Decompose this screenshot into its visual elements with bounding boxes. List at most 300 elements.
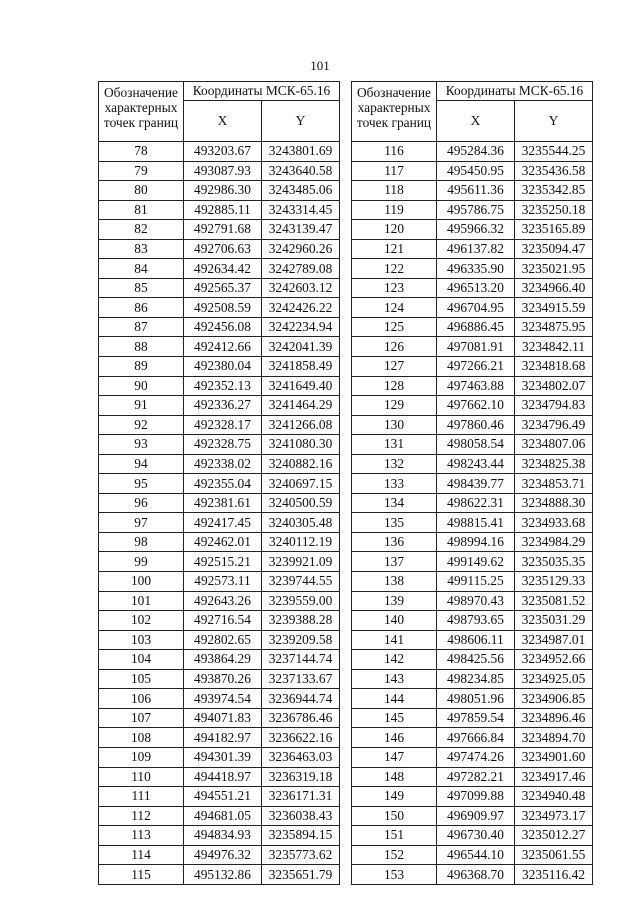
point-id-cell: 122 (352, 259, 437, 279)
table-row (99, 689, 340, 709)
x-coordinate-cell: 497081.91 (437, 337, 515, 357)
table-row (99, 415, 340, 435)
y-coordinate-cell: 3240500.59 (262, 493, 340, 513)
table-row (99, 865, 340, 885)
table-row (99, 357, 340, 377)
table-row (352, 493, 593, 513)
x-coordinate-cell: 492336.27 (184, 396, 262, 416)
x-coordinate-cell: 492791.68 (184, 220, 262, 240)
x-coordinate-cell: 496704.95 (437, 298, 515, 318)
table-row (352, 415, 593, 435)
coordinates-table-left (98, 81, 340, 885)
point-id-cell: 98 (99, 532, 184, 552)
point-id-cell: 100 (99, 572, 184, 592)
table-row (99, 845, 340, 865)
x-coordinate-cell: 492986.30 (184, 181, 262, 201)
x-coordinate-cell: 493870.26 (184, 669, 262, 689)
point-id-cell: 132 (352, 454, 437, 474)
x-coordinate-cell: 496335.90 (437, 259, 515, 279)
x-column-header: X (437, 101, 515, 142)
x-coordinate-cell: 494681.05 (184, 806, 262, 826)
table-row (352, 454, 593, 474)
point-id-cell: 118 (352, 181, 437, 201)
point-id-cell: 129 (352, 396, 437, 416)
y-coordinate-cell: 3237144.74 (262, 650, 340, 670)
table-row (352, 278, 593, 298)
y-coordinate-cell: 3236944.74 (262, 689, 340, 709)
point-id-cell: 92 (99, 415, 184, 435)
y-coordinate-cell: 3235129.33 (515, 572, 593, 592)
point-id-cell: 101 (99, 591, 184, 611)
y-coordinate-cell: 3234917.46 (515, 767, 593, 787)
x-coordinate-cell: 492462.01 (184, 532, 262, 552)
point-id-cell: 83 (99, 239, 184, 259)
table-row (99, 767, 340, 787)
x-coordinate-cell: 492515.21 (184, 552, 262, 572)
point-id-cell: 137 (352, 552, 437, 572)
x-coordinate-cell: 495786.75 (437, 200, 515, 220)
x-coordinate-cell: 497099.88 (437, 787, 515, 807)
table-row (352, 630, 593, 650)
y-coordinate-cell: 3234842.11 (515, 337, 593, 357)
point-id-cell: 113 (99, 826, 184, 846)
point-id-cell: 82 (99, 220, 184, 240)
y-coordinate-cell: 3243314.45 (262, 200, 340, 220)
table-row (352, 572, 593, 592)
table-row (352, 689, 593, 709)
x-coordinate-cell: 494418.97 (184, 767, 262, 787)
point-id-cell: 153 (352, 865, 437, 885)
y-coordinate-cell: 3235012.27 (515, 826, 593, 846)
y-coordinate-cell: 3234807.06 (515, 435, 593, 455)
point-id-cell: 130 (352, 415, 437, 435)
x-coordinate-cell: 496513.20 (437, 278, 515, 298)
x-coordinate-cell: 496368.70 (437, 865, 515, 885)
table-row (99, 181, 340, 201)
table-row (99, 317, 340, 337)
point-id-cell: 112 (99, 806, 184, 826)
x-coordinate-cell: 499115.25 (437, 572, 515, 592)
table-row (352, 513, 593, 533)
point-id-cell: 86 (99, 298, 184, 318)
x-coordinate-cell: 496544.10 (437, 845, 515, 865)
x-coordinate-cell: 495966.32 (437, 220, 515, 240)
table-row (352, 767, 593, 787)
y-coordinate-cell: 3243485.06 (262, 181, 340, 201)
table-row (352, 200, 593, 220)
x-coordinate-cell: 495611.36 (437, 181, 515, 201)
point-id-cell: 128 (352, 376, 437, 396)
y-coordinate-cell: 3234984.29 (515, 532, 593, 552)
point-id-cell: 116 (352, 142, 437, 162)
y-coordinate-cell: 3235651.79 (262, 865, 340, 885)
table-row (352, 865, 593, 885)
table-row (99, 142, 340, 162)
point-id-cell: 148 (352, 767, 437, 787)
y-coordinate-cell: 3235031.29 (515, 611, 593, 631)
point-id-cell: 146 (352, 728, 437, 748)
y-coordinate-cell: 3239921.09 (262, 552, 340, 572)
point-id-cell: 99 (99, 552, 184, 572)
table-row (352, 435, 593, 455)
y-coordinate-cell: 3235061.55 (515, 845, 593, 865)
point-id-cell: 126 (352, 337, 437, 357)
table-row (352, 650, 593, 670)
table-row (99, 161, 340, 181)
point-id-cell: 131 (352, 435, 437, 455)
point-id-cell: 108 (99, 728, 184, 748)
table-row (99, 630, 340, 650)
y-coordinate-cell: 3241464.29 (262, 396, 340, 416)
y-coordinate-cell: 3239209.58 (262, 630, 340, 650)
point-id-cell: 150 (352, 806, 437, 826)
x-coordinate-cell: 498058.54 (437, 435, 515, 455)
point-id-cell: 143 (352, 669, 437, 689)
point-id-cell: 78 (99, 142, 184, 162)
y-coordinate-cell: 3243139.47 (262, 220, 340, 240)
point-id-cell: 151 (352, 826, 437, 846)
x-coordinate-cell: 498970.43 (437, 591, 515, 611)
table-row (352, 220, 593, 240)
y-coordinate-cell: 3235342.85 (515, 181, 593, 201)
table-row (99, 572, 340, 592)
point-id-cell: 127 (352, 357, 437, 377)
table-row (352, 298, 593, 318)
x-coordinate-cell: 495450.95 (437, 161, 515, 181)
y-coordinate-cell: 3236786.46 (262, 708, 340, 728)
x-coordinate-cell: 492338.02 (184, 454, 262, 474)
y-coordinate-cell: 3240697.15 (262, 474, 340, 494)
point-id-cell: 96 (99, 493, 184, 513)
y-coordinate-cell: 3240305.48 (262, 513, 340, 533)
y-coordinate-cell: 3235544.25 (515, 142, 593, 162)
x-coordinate-cell: 492573.11 (184, 572, 262, 592)
y-coordinate-cell: 3235035.35 (515, 552, 593, 572)
coord-system-header: Координаты МСК-65.16 (184, 82, 340, 101)
point-id-cell: 85 (99, 278, 184, 298)
point-id-cell: 87 (99, 317, 184, 337)
table-row (352, 787, 593, 807)
y-coordinate-cell: 3235894.15 (262, 826, 340, 846)
x-coordinate-cell: 498815.41 (437, 513, 515, 533)
x-coordinate-cell: 497474.26 (437, 747, 515, 767)
table-row (99, 278, 340, 298)
y-coordinate-cell: 3234825.38 (515, 454, 593, 474)
x-coordinate-cell: 492355.04 (184, 474, 262, 494)
y-coordinate-cell: 3239559.00 (262, 591, 340, 611)
table-row (99, 337, 340, 357)
table-row (352, 181, 593, 201)
x-coordinate-cell: 494182.97 (184, 728, 262, 748)
table-row (352, 317, 593, 337)
y-column-header: Y (515, 101, 593, 142)
table-row (99, 435, 340, 455)
table-row (99, 493, 340, 513)
y-coordinate-cell: 3236463.03 (262, 747, 340, 767)
table-row (99, 259, 340, 279)
point-id-cell: 142 (352, 650, 437, 670)
table-row (99, 611, 340, 631)
y-coordinate-cell: 3234888.30 (515, 493, 593, 513)
x-coordinate-cell: 492456.08 (184, 317, 262, 337)
point-id-cell: 95 (99, 474, 184, 494)
point-id-cell: 88 (99, 337, 184, 357)
point-id-cell: 81 (99, 200, 184, 220)
y-coordinate-cell: 3235081.52 (515, 591, 593, 611)
x-coordinate-cell: 492885.11 (184, 200, 262, 220)
point-label-header: Обозначение характерных точек границ (99, 82, 184, 142)
table-row (352, 532, 593, 552)
y-coordinate-cell: 3234940.48 (515, 787, 593, 807)
x-coordinate-cell: 492508.59 (184, 298, 262, 318)
point-id-cell: 144 (352, 689, 437, 709)
x-coordinate-cell: 495284.36 (437, 142, 515, 162)
y-coordinate-cell: 3234901.60 (515, 747, 593, 767)
table-row (352, 728, 593, 748)
point-id-cell: 139 (352, 591, 437, 611)
coord-system-header: Координаты МСК-65.16 (437, 82, 593, 101)
table-row (352, 161, 593, 181)
y-coordinate-cell: 3240112.19 (262, 532, 340, 552)
x-coordinate-cell: 494551.21 (184, 787, 262, 807)
table-row (99, 239, 340, 259)
x-coordinate-cell: 496730.40 (437, 826, 515, 846)
x-coordinate-cell: 497859.54 (437, 708, 515, 728)
x-coordinate-cell: 493087.93 (184, 161, 262, 181)
y-coordinate-cell: 3240882.16 (262, 454, 340, 474)
x-coordinate-cell: 498051.96 (437, 689, 515, 709)
y-coordinate-cell: 3234794.83 (515, 396, 593, 416)
table-row (99, 532, 340, 552)
x-coordinate-cell: 496909.97 (437, 806, 515, 826)
table-row (99, 513, 340, 533)
point-id-cell: 117 (352, 161, 437, 181)
point-id-cell: 79 (99, 161, 184, 181)
table-body (352, 142, 593, 885)
table-row (99, 669, 340, 689)
y-coordinate-cell: 3234875.95 (515, 317, 593, 337)
table-row (99, 747, 340, 767)
x-coordinate-cell: 498994.16 (437, 532, 515, 552)
y-coordinate-cell: 3235773.62 (262, 845, 340, 865)
y-coordinate-cell: 3234966.40 (515, 278, 593, 298)
point-id-cell: 105 (99, 669, 184, 689)
y-coordinate-cell: 3241266.08 (262, 415, 340, 435)
y-coordinate-cell: 3241649.40 (262, 376, 340, 396)
point-id-cell: 90 (99, 376, 184, 396)
table-row (352, 474, 593, 494)
y-coordinate-cell: 3236038.43 (262, 806, 340, 826)
x-coordinate-cell: 492412.66 (184, 337, 262, 357)
y-coordinate-cell: 3236622.16 (262, 728, 340, 748)
point-id-cell: 84 (99, 259, 184, 279)
x-coordinate-cell: 494834.93 (184, 826, 262, 846)
y-coordinate-cell: 3239744.55 (262, 572, 340, 592)
y-coordinate-cell: 3234818.68 (515, 357, 593, 377)
y-coordinate-cell: 3235250.18 (515, 200, 593, 220)
y-coordinate-cell: 3243801.69 (262, 142, 340, 162)
y-coordinate-cell: 3242789.08 (262, 259, 340, 279)
x-coordinate-cell: 496137.82 (437, 239, 515, 259)
point-id-cell: 121 (352, 239, 437, 259)
table-row (99, 787, 340, 807)
x-coordinate-cell: 492381.61 (184, 493, 262, 513)
x-coordinate-cell: 496886.45 (437, 317, 515, 337)
point-id-cell: 125 (352, 317, 437, 337)
y-coordinate-cell: 3235116.42 (515, 865, 593, 885)
x-coordinate-cell: 498606.11 (437, 630, 515, 650)
y-coordinate-cell: 3234973.17 (515, 806, 593, 826)
point-id-cell: 93 (99, 435, 184, 455)
y-coordinate-cell: 3242041.39 (262, 337, 340, 357)
y-coordinate-cell: 3234925.05 (515, 669, 593, 689)
table-row (352, 337, 593, 357)
table-row (352, 845, 593, 865)
table-row (99, 474, 340, 494)
x-column-header: X (184, 101, 262, 142)
x-coordinate-cell: 498622.31 (437, 493, 515, 513)
point-id-cell: 133 (352, 474, 437, 494)
point-id-cell: 115 (99, 865, 184, 885)
y-coordinate-cell: 3235436.58 (515, 161, 593, 181)
coordinates-table-right (351, 81, 593, 885)
y-coordinate-cell: 3234952.66 (515, 650, 593, 670)
y-coordinate-cell: 3234894.70 (515, 728, 593, 748)
table-row (99, 552, 340, 572)
x-coordinate-cell: 492706.63 (184, 239, 262, 259)
table-row (352, 357, 593, 377)
table-row (99, 298, 340, 318)
point-id-cell: 136 (352, 532, 437, 552)
x-coordinate-cell: 492634.42 (184, 259, 262, 279)
point-id-cell: 80 (99, 181, 184, 201)
x-coordinate-cell: 492328.17 (184, 415, 262, 435)
x-coordinate-cell: 497282.21 (437, 767, 515, 787)
table-row (352, 611, 593, 631)
point-id-cell: 149 (352, 787, 437, 807)
y-coordinate-cell: 3242234.94 (262, 317, 340, 337)
y-coordinate-cell: 3234853.71 (515, 474, 593, 494)
table-body (99, 142, 340, 885)
x-coordinate-cell: 492352.13 (184, 376, 262, 396)
y-column-header: Y (262, 101, 340, 142)
x-coordinate-cell: 497860.46 (437, 415, 515, 435)
x-coordinate-cell: 492716.54 (184, 611, 262, 631)
x-coordinate-cell: 493203.67 (184, 142, 262, 162)
table-row (99, 376, 340, 396)
y-coordinate-cell: 3241080.30 (262, 435, 340, 455)
x-coordinate-cell: 497662.10 (437, 396, 515, 416)
table-row (352, 591, 593, 611)
x-coordinate-cell: 499149.62 (437, 552, 515, 572)
point-id-cell: 145 (352, 708, 437, 728)
point-id-cell: 97 (99, 513, 184, 533)
point-id-cell: 147 (352, 747, 437, 767)
y-coordinate-cell: 3236171.31 (262, 787, 340, 807)
point-id-cell: 152 (352, 845, 437, 865)
point-id-cell: 89 (99, 357, 184, 377)
table-row (99, 454, 340, 474)
point-id-cell: 91 (99, 396, 184, 416)
x-coordinate-cell: 498793.65 (437, 611, 515, 631)
x-coordinate-cell: 492802.65 (184, 630, 262, 650)
table-row (352, 259, 593, 279)
point-id-cell: 111 (99, 787, 184, 807)
table-row (99, 728, 340, 748)
table-row (352, 826, 593, 846)
point-label-header: Обозначение характерных точек границ (352, 82, 437, 142)
point-id-cell: 102 (99, 611, 184, 631)
x-coordinate-cell: 494301.39 (184, 747, 262, 767)
table-row (352, 708, 593, 728)
table-row (99, 200, 340, 220)
y-coordinate-cell: 3237133.67 (262, 669, 340, 689)
point-id-cell: 141 (352, 630, 437, 650)
table-row (352, 142, 593, 162)
x-coordinate-cell: 492643.26 (184, 591, 262, 611)
point-id-cell: 107 (99, 708, 184, 728)
point-id-cell: 123 (352, 278, 437, 298)
point-id-cell: 106 (99, 689, 184, 709)
table-row (99, 806, 340, 826)
x-coordinate-cell: 497463.88 (437, 376, 515, 396)
point-id-cell: 110 (99, 767, 184, 787)
point-id-cell: 114 (99, 845, 184, 865)
x-coordinate-cell: 492328.75 (184, 435, 262, 455)
y-coordinate-cell: 3234896.46 (515, 708, 593, 728)
x-coordinate-cell: 492380.04 (184, 357, 262, 377)
y-coordinate-cell: 3234802.07 (515, 376, 593, 396)
x-coordinate-cell: 493864.29 (184, 650, 262, 670)
x-coordinate-cell: 494976.32 (184, 845, 262, 865)
x-coordinate-cell: 498439.77 (437, 474, 515, 494)
point-id-cell: 124 (352, 298, 437, 318)
table-row (99, 220, 340, 240)
x-coordinate-cell: 492417.45 (184, 513, 262, 533)
y-coordinate-cell: 3242603.12 (262, 278, 340, 298)
x-coordinate-cell: 498425.56 (437, 650, 515, 670)
table-row (352, 747, 593, 767)
y-coordinate-cell: 3234796.49 (515, 415, 593, 435)
y-coordinate-cell: 3235165.89 (515, 220, 593, 240)
y-coordinate-cell: 3242960.26 (262, 239, 340, 259)
x-coordinate-cell: 492565.37 (184, 278, 262, 298)
point-id-cell: 138 (352, 572, 437, 592)
table-row (99, 708, 340, 728)
table-row (352, 552, 593, 572)
table-row (352, 806, 593, 826)
table-row (352, 669, 593, 689)
point-id-cell: 119 (352, 200, 437, 220)
table-row (352, 396, 593, 416)
y-coordinate-cell: 3235094.47 (515, 239, 593, 259)
y-coordinate-cell: 3234906.85 (515, 689, 593, 709)
x-coordinate-cell: 493974.54 (184, 689, 262, 709)
table-row (99, 591, 340, 611)
x-coordinate-cell: 495132.86 (184, 865, 262, 885)
table-row (352, 376, 593, 396)
y-coordinate-cell: 3234933.68 (515, 513, 593, 533)
point-id-cell: 104 (99, 650, 184, 670)
point-id-cell: 120 (352, 220, 437, 240)
x-coordinate-cell: 497666.84 (437, 728, 515, 748)
point-id-cell: 103 (99, 630, 184, 650)
point-id-cell: 135 (352, 513, 437, 533)
table-row (352, 239, 593, 259)
y-coordinate-cell: 3243640.58 (262, 161, 340, 181)
table-row (99, 650, 340, 670)
x-coordinate-cell: 498234.85 (437, 669, 515, 689)
